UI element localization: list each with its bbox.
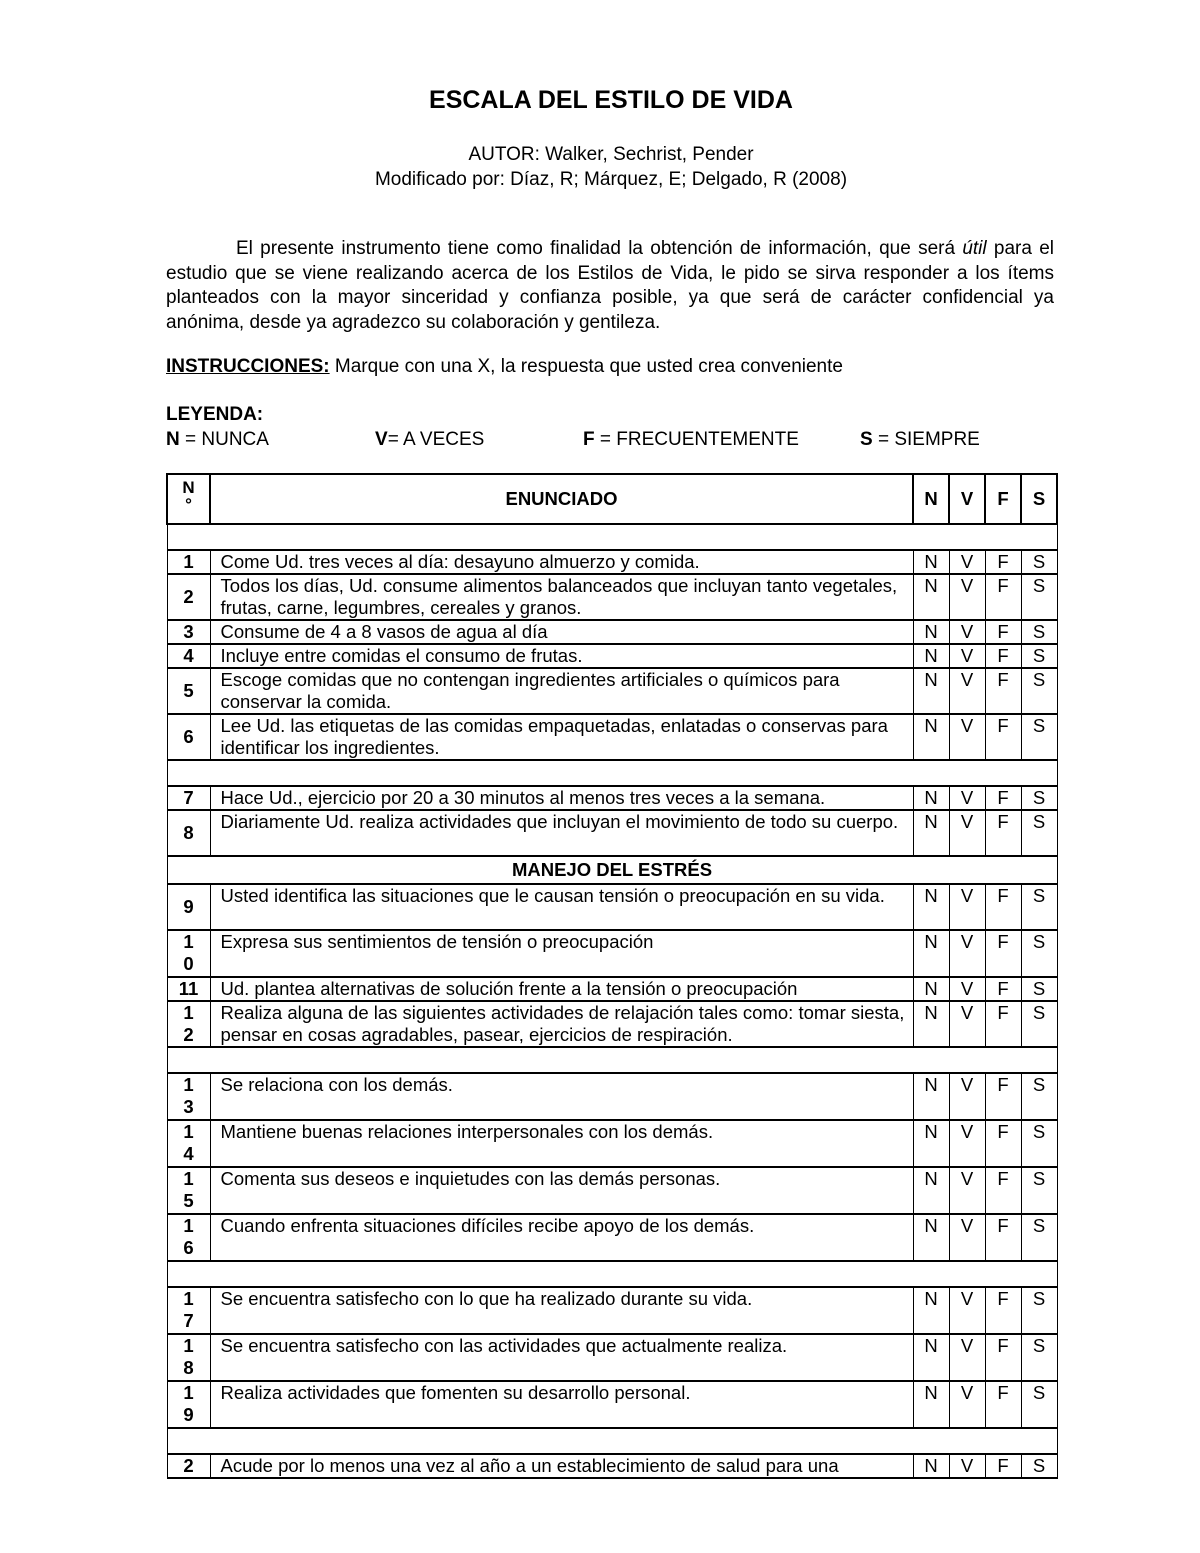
table-row [167,930,1057,977]
option-s-cell[interactable]: S [1021,574,1057,620]
blank-separator-row [167,524,1057,550]
option-f-cell[interactable]: F [985,1120,1021,1167]
item-statement: Come Ud. tres veces al día: desayuno almuerzo y comida. [210,550,913,574]
item-number: 8 [167,810,210,856]
item-number: 1 4 [167,1120,210,1167]
option-v-cell[interactable]: V [949,644,985,668]
option-v-cell[interactable]: V [949,668,985,714]
option-s-cell[interactable]: S [1021,786,1057,810]
intro-paragraph: El presente instrumento tiene como finalidad la obtención de información, que será útil para el estudio que se viene realizando acerca de los Estilos de Vida, le pido se sirva responder a los ítems planteados con la mayor sinceridad y confianza posible, ya que será de carácter confidencial ya anónima, desde ya agradezco su colaboración y gentileza. [166,238,1054,333]
option-v-cell[interactable]: V [949,620,985,644]
legend-title: LEYENDA: [166,404,264,425]
option-v-cell[interactable]: V [949,574,985,620]
option-n-cell[interactable]: N [913,668,949,714]
item-statement: Consume de 4 a 8 vasos de agua al día [210,620,913,644]
item-number: 11 [167,977,210,1001]
blank-separator-row [167,1428,1057,1454]
header-statement: ENUNCIADO [210,474,913,524]
option-n-cell[interactable]: N [913,644,949,668]
item-number: 5 [167,668,210,714]
option-n-cell[interactable]: N [913,1073,949,1120]
option-f-cell[interactable]: F [985,1381,1021,1428]
option-n-cell[interactable]: N [913,810,949,856]
header-f: F [985,474,1021,524]
option-n-cell[interactable]: N [913,1001,949,1047]
header-n: N [913,474,949,524]
item-statement: Expresa sus sentimientos de tensión o preocupación [210,930,913,977]
option-v-cell[interactable]: V [949,1214,985,1261]
option-v-cell[interactable]: V [949,786,985,810]
table-row [167,1001,1057,1047]
table-row [167,1073,1057,1120]
item-statement: Hace Ud., ejercicio por 20 a 30 minutos al menos tres veces a la semana. [210,786,913,810]
item-statement: Diariamente Ud. realiza actividades que incluyan el movimiento de todo su cuerpo. [210,810,913,856]
page-title: ESCALA DEL ESTILO DE VIDA [429,86,793,114]
table-row [167,644,1057,668]
option-f-cell[interactable]: F [985,644,1021,668]
option-f-cell[interactable]: F [985,1073,1021,1120]
item-number: 1 7 [167,1287,210,1334]
blank-cell [167,1428,1057,1454]
option-n-cell[interactable]: N [913,884,949,930]
option-s-cell[interactable]: S [1021,1287,1057,1334]
blank-cell [167,524,1057,550]
table-row [167,1381,1057,1428]
item-statement: Acude por lo menos una vez al año a un establecimiento de salud para una [210,1454,913,1478]
item-statement: Se relaciona con los demás. [210,1073,913,1120]
option-f-cell[interactable]: F [985,884,1021,930]
option-s-cell[interactable]: S [1021,1214,1057,1261]
option-n-cell[interactable]: N [913,1120,949,1167]
item-number: 1 0 [167,930,210,977]
blank-cell [167,760,1057,786]
item-number: 1 6 [167,1214,210,1261]
option-s-cell[interactable]: S [1021,620,1057,644]
option-f-cell[interactable]: F [985,714,1021,760]
item-number: 3 [167,620,210,644]
option-n-cell[interactable]: N [913,1167,949,1214]
option-n-cell[interactable]: N [913,1381,949,1428]
option-n-cell[interactable]: N [913,930,949,977]
table-row [167,620,1057,644]
option-n-cell[interactable]: N [913,1454,949,1478]
option-f-cell[interactable]: F [985,1167,1021,1214]
option-v-cell[interactable]: V [949,1334,985,1381]
option-v-cell[interactable]: V [949,550,985,574]
item-statement: Se encuentra satisfecho con lo que ha realizado durante su vida. [210,1287,913,1334]
item-statement: Comenta sus deseos e inquietudes con las demás personas. [210,1167,913,1214]
item-number: 4 [167,644,210,668]
header-v: V [949,474,985,524]
table-row [167,786,1057,810]
item-number: 9 [167,884,210,930]
option-n-cell[interactable]: N [913,714,949,760]
option-v-cell[interactable]: V [949,1287,985,1334]
header-number: N ° [167,474,210,524]
option-v-cell[interactable]: V [949,714,985,760]
option-f-cell[interactable]: F [985,668,1021,714]
table-row [167,714,1057,760]
option-v-cell[interactable]: V [949,930,985,977]
option-s-cell[interactable]: S [1021,644,1057,668]
option-f-cell[interactable]: F [985,1334,1021,1381]
option-v-cell[interactable]: V [949,1120,985,1167]
item-number: 7 [167,786,210,810]
option-f-cell[interactable]: F [985,1454,1021,1478]
item-statement: Cuando enfrenta situaciones difíciles recibe apoyo de los demás. [210,1214,913,1261]
option-f-cell[interactable]: F [985,620,1021,644]
instructions-label: INSTRUCCIONES: [166,356,330,377]
option-f-cell[interactable]: F [985,1214,1021,1261]
item-number: 2 [167,574,210,620]
item-statement: Se encuentra satisfecho con las actividades que actualmente realiza. [210,1334,913,1381]
item-statement: Ud. plantea alternativas de solución frente a la tensión o preocupación [210,977,913,1001]
item-statement: Usted identifica las situaciones que le causan tensión o preocupación en su vida. [210,884,913,930]
item-number: 1 3 [167,1073,210,1120]
item-number: 2 [167,1454,210,1478]
legend-item-n: N = NUNCA [166,429,269,450]
item-statement: Realiza alguna de las siguientes actividades de relajación tales como: tomar siesta, pensar en cosas agradables, pasear, ejercicios de respiración. [210,1001,913,1047]
item-statement: Todos los días, Ud. consume alimentos balanceados que incluyan tanto vegetales, frutas, carne, legumbres, cereales y granos. [210,574,913,620]
table-row [167,574,1057,620]
item-number: 1 8 [167,1334,210,1381]
header-s: S [1021,474,1057,524]
blank-separator-row [167,1261,1057,1287]
option-f-cell[interactable]: F [985,1287,1021,1334]
table-row [167,1120,1057,1167]
option-n-cell[interactable]: N [913,1334,949,1381]
section-row [167,856,1057,884]
option-n-cell[interactable]: N [913,977,949,1001]
option-s-cell[interactable]: S [1021,1454,1057,1478]
option-f-cell[interactable]: F [985,977,1021,1001]
item-number: 1 9 [167,1381,210,1428]
table-row [167,977,1057,1001]
option-v-cell[interactable]: V [949,884,985,930]
option-v-cell[interactable]: V [949,810,985,856]
option-s-cell[interactable]: S [1021,714,1057,760]
option-s-cell[interactable]: S [1021,884,1057,930]
blank-separator-row [167,1047,1057,1073]
item-number: 1 2 [167,1001,210,1047]
option-s-cell[interactable]: S [1021,810,1057,856]
item-statement: Mantiene buenas relaciones interpersonales con los demás. [210,1120,913,1167]
blank-cell [167,1047,1057,1073]
table-row [167,810,1057,856]
table-row [167,1214,1057,1261]
option-n-cell[interactable]: N [913,574,949,620]
item-statement: Lee Ud. las etiquetas de las comidas empaquetadas, enlatadas o conservas para identificar los ingredientes. [210,714,913,760]
blank-cell [167,1261,1057,1287]
item-number: 6 [167,714,210,760]
table-row [167,1454,1057,1478]
option-v-cell[interactable]: V [949,1454,985,1478]
option-v-cell[interactable]: V [949,977,985,1001]
legend-item-v: V= A VECES [375,429,485,450]
section-title: MANEJO DEL ESTRÉS [167,856,1057,884]
option-s-cell[interactable]: S [1021,1073,1057,1120]
table-row [167,1167,1057,1214]
item-statement: Realiza actividades que fomenten su desarrollo personal. [210,1381,913,1428]
option-n-cell[interactable]: N [913,620,949,644]
option-f-cell[interactable]: F [985,810,1021,856]
option-s-cell[interactable]: S [1021,1167,1057,1214]
option-s-cell[interactable]: S [1021,930,1057,977]
option-f-cell[interactable]: F [985,550,1021,574]
item-statement: Escoge comidas que no contengan ingredientes artificiales o químicos para conservar la comida. [210,668,913,714]
modified-line: Modificado por: Díaz, R; Márquez, E; Delgado, R (2008) [374,169,848,190]
option-s-cell[interactable]: S [1021,977,1057,1001]
option-s-cell[interactable]: S [1021,668,1057,714]
option-n-cell[interactable]: N [913,1287,949,1334]
option-n-cell[interactable]: N [913,550,949,574]
table-row [167,1287,1057,1334]
questionnaire-table [166,473,1058,1479]
table-row [167,668,1057,714]
option-s-cell[interactable]: S [1021,1381,1057,1428]
option-s-cell[interactable]: S [1021,1334,1057,1381]
option-f-cell[interactable]: F [985,1001,1021,1047]
table-row [167,884,1057,930]
item-number: 1 [167,550,210,574]
author-line: AUTOR: Walker, Sechrist, Pender [468,144,754,165]
option-f-cell[interactable]: F [985,574,1021,620]
legend-item-s: S = SIEMPRE [860,429,980,450]
option-v-cell[interactable]: V [949,1381,985,1428]
option-n-cell[interactable]: N [913,786,949,810]
option-n-cell[interactable]: N [913,1214,949,1261]
item-number: 1 5 [167,1167,210,1214]
option-f-cell[interactable]: F [985,930,1021,977]
option-v-cell[interactable]: V [949,1001,985,1047]
legend-item-f: F = FRECUENTEMENTE [583,429,799,450]
option-s-cell[interactable]: S [1021,550,1057,574]
instructions [166,356,843,378]
instructions-text: Marque con una X, la respuesta que usted crea conveniente [329,356,843,377]
item-statement: Incluye entre comidas el consumo de frutas. [210,644,913,668]
table-row [167,1334,1057,1381]
option-s-cell[interactable]: S [1021,1120,1057,1167]
table-row [167,550,1057,574]
option-v-cell[interactable]: V [949,1167,985,1214]
option-s-cell[interactable]: S [1021,1001,1057,1047]
blank-separator-row [167,760,1057,786]
option-f-cell[interactable]: F [985,786,1021,810]
option-v-cell[interactable]: V [949,1073,985,1120]
